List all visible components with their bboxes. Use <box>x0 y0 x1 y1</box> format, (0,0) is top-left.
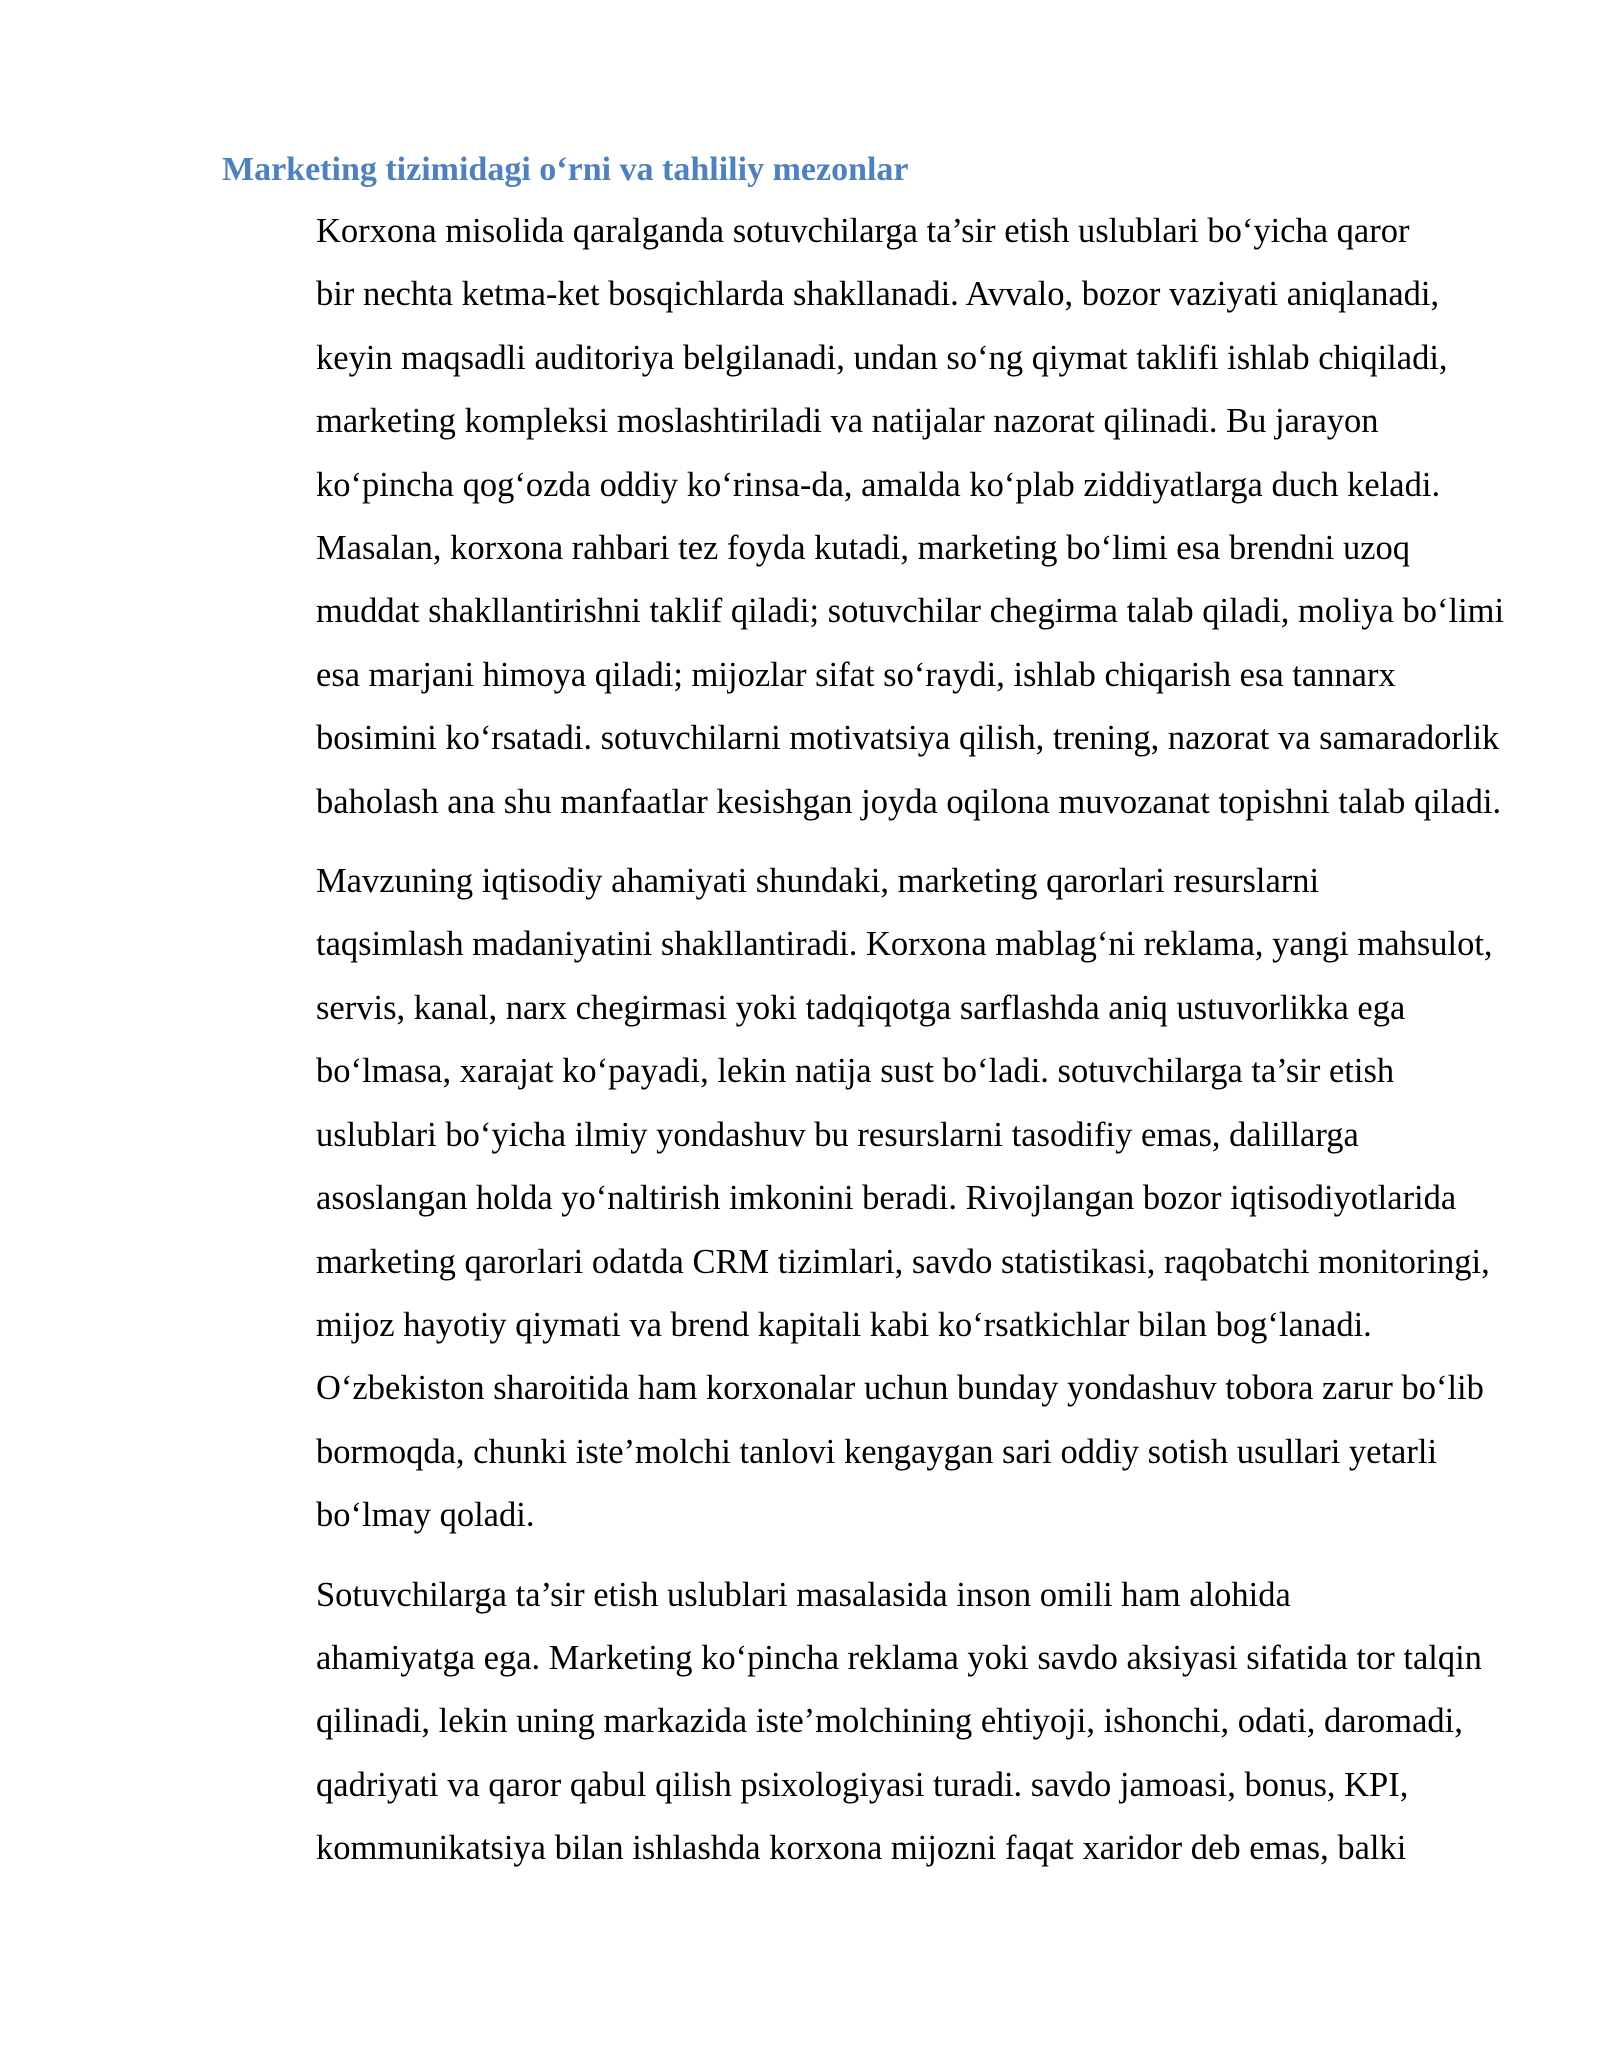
paragraph-3 <box>222 1564 1488 1881</box>
paragraph-line: marketing kompleksi moslashtiriladi va natijalar nazorat qilinadi. Bu jarayon <box>316 402 1379 441</box>
paragraph-line: bir nechta ketma-ket bosqichlarda shakllanadi. Avvalo, bozor vaziyati aniqlanadi, <box>316 275 1440 314</box>
paragraph-line: ahamiyatga ega. Marketing ko‘pincha reklama yoki savdo aksiyasi sifatida tor talqin <box>316 1638 1482 1677</box>
paragraph-line: qadriyati va qaror qabul qilish psixologiyasi turadi. savdo jamoasi, bonus, KPI, <box>316 1765 1409 1804</box>
paragraph-line: kommunikatsiya bilan ishlashda korxona mijozni faqat xaridor deb emas, balki <box>316 1829 1407 1868</box>
paragraph-line: O‘zbekiston sharoitida ham korxonalar uchun bunday yondashuv tobora zarur bo‘lib <box>316 1369 1484 1408</box>
paragraph-line: mijoz hayotiy qiymati va brend kapitali kabi ko‘rsatkichlar bilan bog‘lanadi. <box>316 1305 1372 1344</box>
paragraph-2 <box>222 850 1493 1547</box>
paragraph-line: ko‘pincha qog‘ozda oddiy ko‘rinsa-da, amalda ko‘plab ziddiyatlarga duch keladi. <box>316 465 1441 504</box>
paragraph-line: servis, kanal, narx chegirmasi yoki tadqiqotga sarflashda aniq ustuvorlikka ega <box>316 988 1406 1027</box>
paragraph-line: bo‘lmay qoladi. <box>316 1496 535 1535</box>
paragraph-line: asoslangan holda yo‘naltirish imkonini beradi. Rivojlangan bozor iqtisodiyotlarida <box>316 1179 1457 1218</box>
paragraph-line: taqsimlash madaniyatini shakllantiradi. Korxona mablag‘ni reklama, yangi mahsulot, <box>316 925 1493 964</box>
paragraph-line: bormoqda, chunki iste’molchi tanlovi kengaygan sari oddiy sotish usullari yetarli <box>316 1432 1438 1471</box>
paragraph-line: Sotuvchilarga ta’sir etish uslublari masalasida inson omili ham alohida <box>316 1575 1291 1614</box>
section-heading: Marketing tizimidagi o‘rni va tahliliy mezonlar <box>222 151 909 188</box>
paragraph-line: qilinadi, lekin uning markazida iste’molchining ehtiyoji, ishonchi, odati, daromadi, <box>316 1702 1463 1741</box>
paragraph-line: Mavzuning iqtisodiy ahamiyati shundaki, marketing qarorlari resurslarni <box>316 862 1320 901</box>
paragraph-line: muddat shakllantirishni taklif qiladi; sotuvchilar chegirma talab qiladi, moliya bo‘limi <box>316 592 1505 631</box>
paragraph-line: keyin maqsadli auditoriya belgilanadi, undan so‘ng qiymat taklifi ishlab chiqiladi, <box>316 338 1448 377</box>
document-body <box>222 146 1505 1897</box>
paragraph-line: uslublari bo‘yicha ilmiy yondashuv bu resurslarni tasodifiy emas, dalillarga <box>316 1115 1359 1154</box>
paragraph-line: Masalan, korxona rahbari tez foyda kutadi, marketing bo‘limi esa brendni uzoq <box>316 529 1411 568</box>
paragraph-line: Korxona misolida qaralganda sotuvchilarga ta’sir etish uslublari bo‘yicha qaror <box>316 212 1410 250</box>
paragraph-line: bo‘lmasa, xarajat ko‘payadi, lekin natija sust bo‘ladi. sotuvchilarga ta’sir etish <box>316 1052 1395 1091</box>
paragraph-line: bosimini ko‘rsatadi. sotuvchilarni motivatsiya qilish, trening, nazorat va samaradorlik <box>316 719 1500 758</box>
paragraph-line: marketing qarorlari odatda CRM tizimlari, savdo statistikasi, raqobatchi monitoringi, <box>316 1242 1490 1281</box>
paragraph-1 <box>222 200 1505 834</box>
paragraph-line: baholash ana shu manfaatlar kesishgan joyda oqilona muvozanat topishni talab qiladi. <box>316 782 1502 821</box>
paragraph-line: esa marjani himoya qiladi; mijozlar sifat so‘raydi, ishlab chiqarish esa tannarx <box>316 655 1396 694</box>
